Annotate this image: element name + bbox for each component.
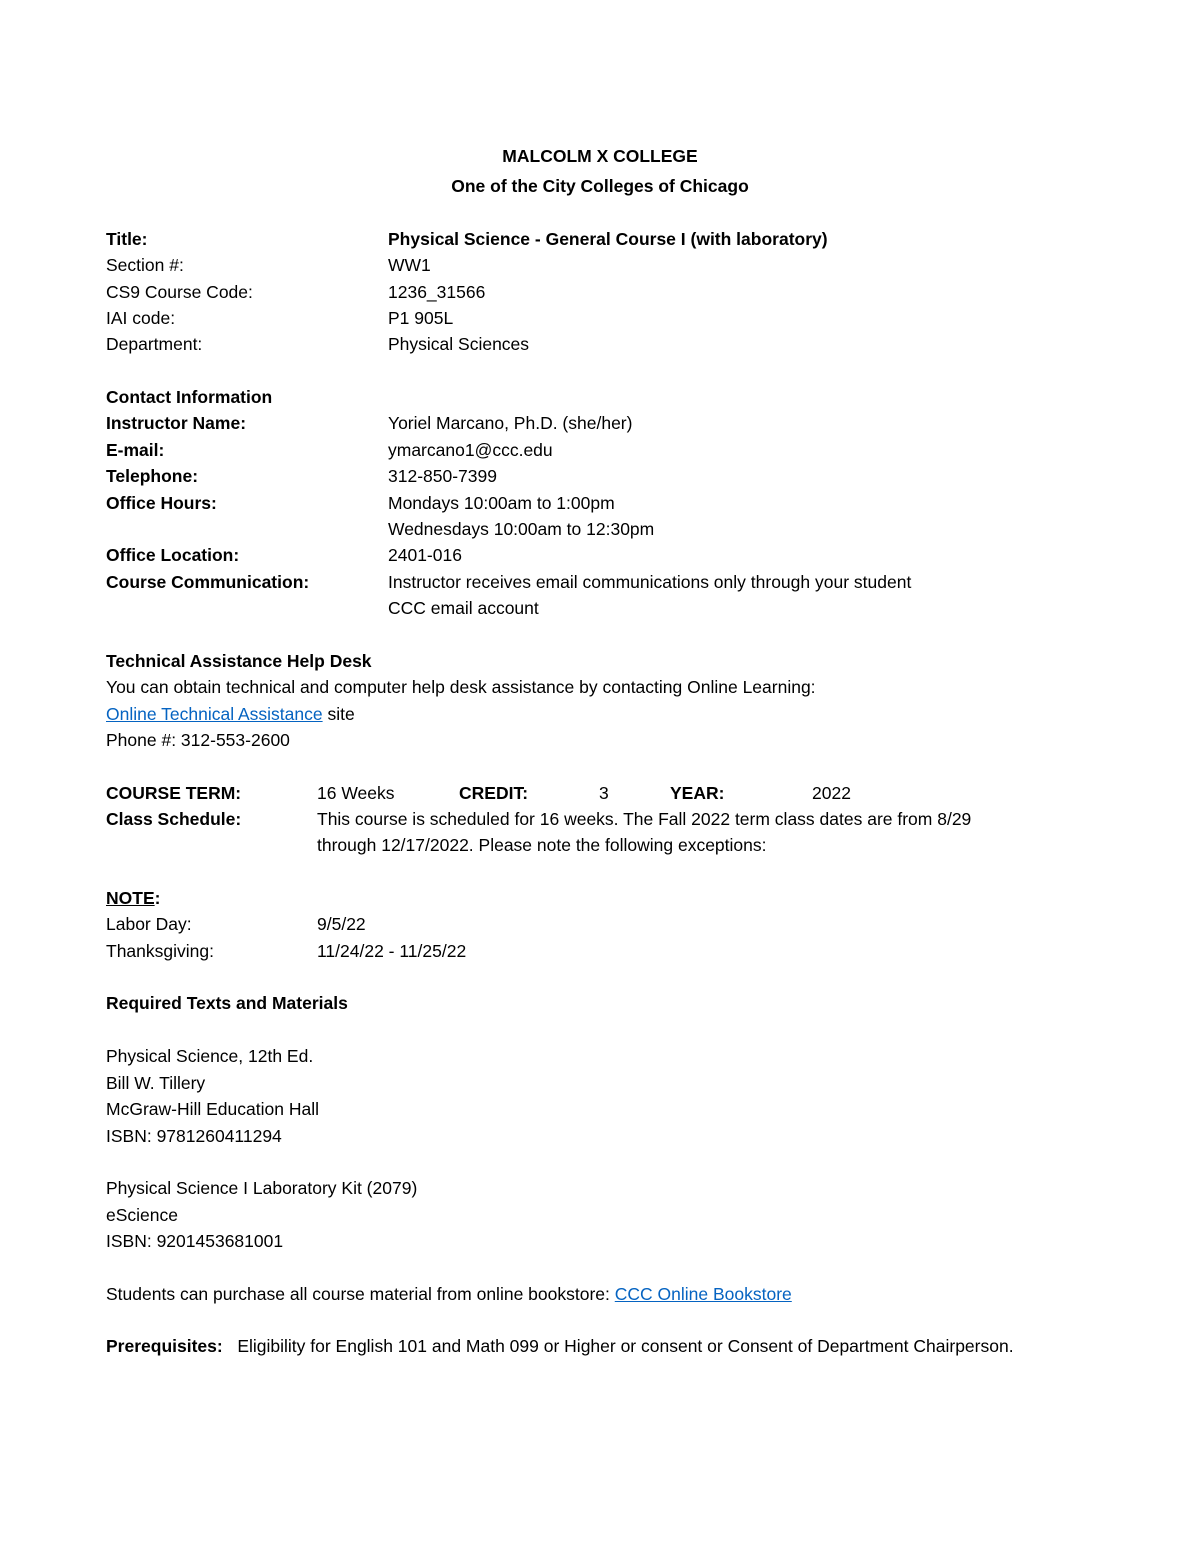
- office-hours-line2: Wednesdays 10:00am to 12:30pm: [388, 519, 655, 539]
- help-desk-heading: Technical Assistance Help Desk: [106, 651, 372, 671]
- contact-heading: Contact Information: [106, 387, 273, 407]
- department-value: Physical Sciences: [388, 334, 530, 354]
- note-heading-text: NOTE: [106, 888, 155, 908]
- college-name: MALCOLM X COLLEGE: [502, 146, 698, 166]
- note-heading: [106, 887, 160, 909]
- section-value: WW1: [388, 255, 431, 275]
- iai-value: P1 905L: [388, 308, 454, 328]
- book-publisher: McGraw-Hill Education Hall: [106, 1099, 319, 1119]
- schedule-label: Class Schedule:: [106, 809, 242, 829]
- year-label: YEAR:: [670, 783, 725, 803]
- ccc-online-bookstore-link[interactable]: CCC Online Bookstore: [614, 1284, 792, 1304]
- instructor-label: Instructor Name:: [106, 413, 247, 433]
- kit-vendor: eScience: [106, 1205, 178, 1225]
- office-location-label: Office Location:: [106, 545, 240, 565]
- credit-label: CREDIT:: [459, 783, 529, 803]
- credit-value: 3: [599, 783, 609, 803]
- college-subtitle: One of the City Colleges of Chicago: [451, 176, 749, 196]
- online-technical-assistance-link[interactable]: Online Technical Assistance: [106, 704, 323, 724]
- telephone-label: Telephone:: [106, 466, 199, 486]
- help-desk-link-suffix: site: [322, 704, 355, 724]
- prerequisites: [106, 1333, 1092, 1360]
- prerequisites-text: Eligibility for English 101 and Math 099 or Higher or consent or Consent of Department Chairperson.: [237, 1336, 1014, 1356]
- help-desk-text: You can obtain technical and computer help desk assistance by contacting Online Learning:: [106, 677, 816, 697]
- kit-title: Physical Science I Laboratory Kit (2079): [106, 1178, 418, 1198]
- book-isbn: ISBN: 9781260411294: [106, 1126, 282, 1146]
- schedule-line2: through 12/17/2022. Please note the following exceptions:: [317, 835, 767, 855]
- labor-day-value: 9/5/22: [317, 914, 366, 934]
- office-hours-line1: Mondays 10:00am to 1:00pm: [388, 493, 615, 513]
- title-value: Physical Science - General Course I (with laboratory): [388, 229, 828, 249]
- book-title: Physical Science, 12th Ed.: [106, 1046, 314, 1066]
- office-hours-label: Office Hours:: [106, 493, 217, 513]
- communication-line2: CCC email account: [388, 598, 539, 618]
- course-term-value: 16 Weeks: [317, 783, 395, 803]
- instructor-value: Yoriel Marcano, Ph.D. (she/her): [388, 413, 633, 433]
- note-heading-colon: :: [154, 888, 161, 908]
- book-author: Bill W. Tillery: [106, 1073, 206, 1093]
- telephone-value: 312-850-7399: [388, 466, 497, 486]
- kit-isbn: ISBN: 9201453681001: [106, 1231, 284, 1251]
- thanksgiving-value: 11/24/22 - 11/25/22: [317, 941, 467, 961]
- bookstore-line: [106, 1283, 792, 1305]
- schedule-line1: This course is scheduled for 16 weeks. The Fall 2022 term class dates are from 8/29: [317, 809, 972, 829]
- cs9-value: 1236_31566: [388, 282, 486, 302]
- labor-day-label: Labor Day:: [106, 914, 192, 934]
- materials-heading: Required Texts and Materials: [106, 993, 348, 1013]
- help-desk-phone: Phone #: 312-553-2600: [106, 730, 290, 750]
- year-value: 2022: [812, 783, 851, 803]
- department-label: Department:: [106, 334, 203, 354]
- cs9-label: CS9 Course Code:: [106, 282, 253, 302]
- course-term-label: COURSE TERM:: [106, 783, 242, 803]
- office-location-value: 2401-016: [388, 545, 462, 565]
- bookstore-text: Students can purchase all course material from online bookstore:: [106, 1284, 615, 1304]
- email-label: E-mail:: [106, 440, 165, 460]
- section-label: Section #:: [106, 255, 184, 275]
- prerequisites-label: Prerequisites:: [106, 1336, 223, 1356]
- iai-label: IAI code:: [106, 308, 176, 328]
- email-value: ymarcano1@ccc.edu: [388, 440, 553, 460]
- help-desk-link-line: [106, 703, 355, 725]
- communication-line1: Instructor receives email communications only through your student: [388, 572, 912, 592]
- thanksgiving-label: Thanksgiving:: [106, 941, 214, 961]
- communication-label: Course Communication:: [106, 572, 310, 592]
- title-label: Title:: [106, 229, 148, 249]
